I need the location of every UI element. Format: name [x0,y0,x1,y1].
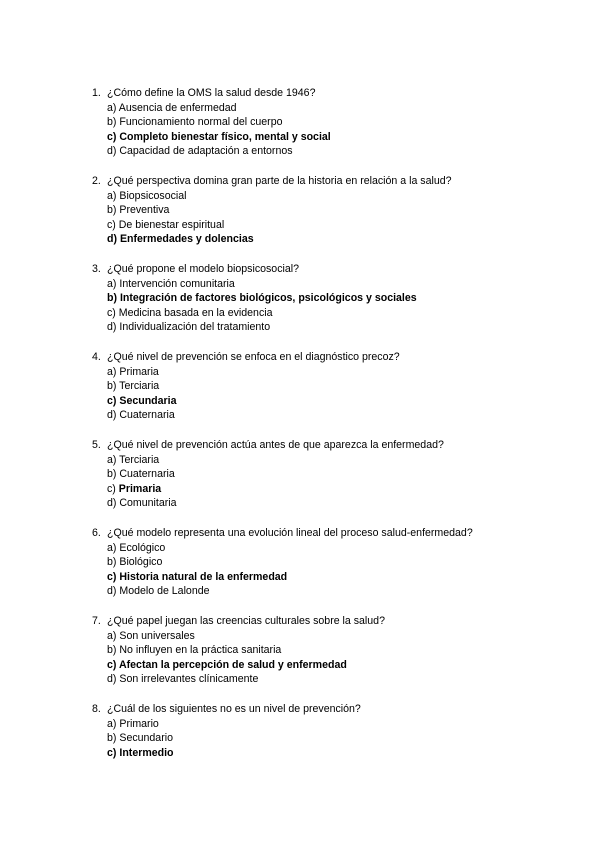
option-text: Biopsicosocial [119,189,187,202]
question-number: 1. [92,87,101,99]
option-text: Terciaria [119,380,160,393]
option-d [107,496,552,511]
option-prefix: a) [107,277,120,290]
option-prefix: d) [107,673,120,686]
option-text: Historia natural de la enfermedad [119,570,288,583]
option-prefix: d) [107,233,120,246]
option-c-correct [107,658,552,673]
option-prefix: b) [107,644,120,657]
option-d [107,320,552,335]
question-6 [92,526,552,599]
option-prefix: b) [107,292,120,305]
option-c-correct [107,394,552,409]
question-3 [92,262,552,335]
option-prefix: b) [107,468,120,481]
option-prefix: c) [107,658,119,671]
option-text: De bienestar espiritual [118,218,225,231]
option-text: Completo bienestar físico, mental y social [119,130,331,143]
option-text: Biológico [119,556,163,569]
question-7 [92,614,552,687]
option-prefix: b) [107,116,120,129]
option-a [107,189,552,204]
option-b [107,203,552,218]
option-text: Preventiva [119,204,170,217]
option-list [107,453,552,511]
option-a [107,453,552,468]
option-text: Capacidad de adaptación a entornos [119,145,293,158]
option-text: Son universales [119,629,195,642]
option-list [107,189,552,247]
question-text: ¿Cuál de los siguientes no es un nivel de prevención? [107,703,361,715]
option-text: No influyen en la práctica sanitaria [119,644,282,657]
option-prefix: c) [107,306,119,319]
option-prefix: c) [107,130,120,143]
question-2 [92,174,552,247]
option-prefix: a) [107,101,119,114]
option-d [107,408,552,423]
option-prefix: a) [107,189,120,202]
option-text: Primario [119,717,159,730]
option-text: Individualización del tratamiento [119,321,271,334]
option-prefix: c) [107,570,120,583]
option-prefix: b) [107,556,120,569]
option-prefix: d) [107,585,120,598]
option-b [107,643,552,658]
option-c-correct [107,482,552,497]
option-a [107,629,552,644]
option-list [107,101,552,159]
option-prefix: c) [107,746,120,759]
option-text: Integración de factores biológicos, psicológicos y sociales [119,292,417,305]
option-prefix: a) [107,365,120,378]
option-text: Secundario [119,732,173,745]
question-number: 2. [92,175,101,187]
option-text: Cuaternaria [119,409,175,422]
option-b [107,115,552,130]
option-c [107,306,552,321]
option-d [107,144,552,159]
question-number: 7. [92,615,101,627]
option-b-correct [107,291,552,306]
question-text: ¿Qué modelo representa una evolución lineal del proceso salud-enfermedad? [107,527,473,539]
question-5 [92,438,552,511]
option-text: Intervención comunitaria [119,277,235,290]
option-a [107,101,552,116]
option-b [107,467,552,482]
option-text: Enfermedades y dolencias [119,233,254,246]
option-list [107,277,552,335]
option-list [107,541,552,599]
option-prefix: a) [107,541,120,554]
option-b [107,555,552,570]
option-text: Intermedio [119,746,174,759]
option-text: Son irrelevantes clínicamente [119,673,259,686]
option-text: Funcionamiento normal del cuerpo [119,116,283,129]
option-prefix: d) [107,409,120,422]
option-list [107,629,552,687]
question-text: ¿Cómo define la OMS la salud desde 1946? [107,87,316,99]
option-prefix: b) [107,204,120,217]
question-text: ¿Qué propone el modelo biopsicosocial? [107,263,299,275]
option-prefix: c) [107,218,119,231]
option-c-correct [107,570,552,585]
option-prefix: d) [107,321,120,334]
option-a [107,717,552,732]
option-prefix: c) [107,394,120,407]
option-prefix: a) [107,717,120,730]
option-a [107,541,552,556]
option-text: Comunitaria [119,497,177,510]
option-prefix: b) [107,732,120,745]
question-number: 5. [92,439,101,451]
question-number: 4. [92,351,101,363]
option-text: Ausencia de enfermedad [118,101,237,114]
question-text: ¿Qué perspectiva domina gran parte de la historia en relación a la salud? [107,175,452,187]
option-text: Modelo de Lalonde [119,585,210,598]
option-list [107,717,552,761]
option-b [107,379,552,394]
option-text: Cuaternaria [119,468,175,481]
option-prefix: d) [107,145,120,158]
question-number: 8. [92,703,101,715]
question-text: ¿Qué nivel de prevención se enfoca en el diagnóstico precoz? [107,351,400,363]
question-1 [92,86,552,159]
option-prefix: d) [107,497,120,510]
option-d [107,584,552,599]
question-number: 3. [92,263,101,275]
question-8 [92,702,552,760]
option-prefix: c) [107,482,119,495]
option-text: Primaria [118,482,162,495]
option-prefix: b) [107,380,120,393]
option-list [107,365,552,423]
option-text: Afectan la percepción de salud y enfermedad [118,658,347,671]
question-text: ¿Qué papel juegan las creencias culturales sobre la salud? [107,615,385,627]
option-text: Ecológico [119,541,166,554]
option-a [107,365,552,380]
question-4 [92,350,552,423]
option-a [107,277,552,292]
question-number: 6. [92,527,101,539]
option-b [107,731,552,746]
option-c [107,218,552,233]
option-c-correct [107,746,552,761]
option-prefix: a) [107,453,120,466]
option-text: Terciaria [119,453,160,466]
option-d-correct [107,232,552,247]
option-c-correct [107,130,552,145]
option-text: Secundaria [119,394,177,407]
option-d [107,672,552,687]
question-text: ¿Qué nivel de prevención actúa antes de que aparezca la enfermedad? [107,439,444,451]
option-text: Medicina basada en la evidencia [118,306,273,319]
option-prefix: a) [107,629,120,642]
option-text: Primaria [119,365,159,378]
